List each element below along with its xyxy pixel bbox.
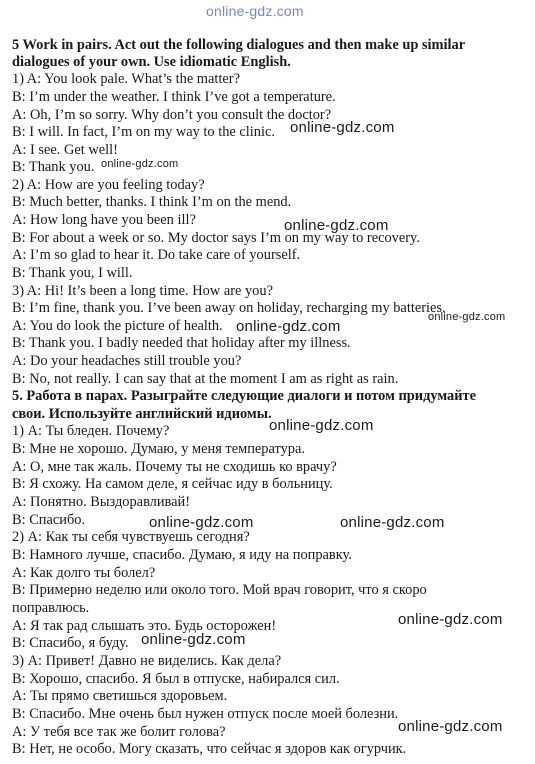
watermark: online-gdz.com	[206, 3, 304, 19]
dialogue-line: А: Как долго ты болел?	[12, 565, 156, 581]
dialogue-line: B: Thank you.	[12, 159, 95, 175]
dialogue-line: В: Спасибо.	[12, 512, 86, 528]
dialogue-line: B: No, not really. I can say that at the moment I am as right as rain.	[12, 371, 399, 387]
dialogue-line: A: I’m so glad to hear it. Do take care of yourself.	[12, 247, 301, 263]
dialogue-line: A: Oh, I’m so sorry. Why don’t you consult the doctor?	[12, 107, 332, 123]
watermark: online-gdz.com	[101, 158, 179, 170]
watermark: online-gdz.com	[290, 119, 395, 136]
dialogue-line: B: I’m under the weather. I think I’ve got a temperature.	[12, 89, 336, 105]
exercise-heading-en: dialogues of your own. Use idiomatic English.	[12, 54, 291, 70]
watermark: online-gdz.com	[149, 514, 254, 531]
dialogue-line: А: Ты прямо светишься здоровьем.	[12, 688, 228, 704]
dialogue-line: А: Понятно. Выздоравливай!	[12, 494, 191, 510]
dialogue-line: В: Нет, не особо. Могу сказать, что сейчас я здоров как огурчик.	[12, 741, 407, 757]
watermark: online-gdz.com	[398, 718, 503, 735]
watermark: online-gdz.com	[340, 514, 445, 531]
exercise-heading-en: 5 Work in pairs. Act out the following dialogues and then make up similar	[12, 37, 466, 53]
dialogue-line: A: I see. Get well!	[12, 142, 118, 158]
dialogue-line: B: I will. In fact, I’m on my way to the clinic.	[12, 124, 275, 140]
dialogue-line: 2) A: How are you feeling today?	[12, 177, 205, 193]
dialogue-line: А: У тебя все так же болит голова?	[12, 724, 226, 740]
dialogue-line: В: Мне не хорошо. Думаю, у меня температура.	[12, 441, 305, 457]
dialogue-line: B: Thank you. I badly needed that holiday after my illness.	[12, 335, 351, 351]
watermark: online-gdz.com	[236, 318, 341, 335]
dialogue-line: 1) A: You look pale. What’s the matter?	[12, 71, 240, 87]
watermark: online-gdz.com	[398, 611, 503, 628]
dialogue-line: 3) A: Hi! It’s been a long time. How are you?	[12, 283, 273, 299]
dialogue-line: B: Much better, thanks. I think I’m on the mend.	[12, 194, 292, 210]
dialogue-line: A: Do your headaches still trouble you?	[12, 353, 242, 369]
dialogue-line: В: Намного лучше, спасибо. Думаю, я иду на поправку.	[12, 547, 352, 563]
dialogue-line: поправлюсь.	[12, 600, 90, 616]
dialogue-line: 2) А: Как ты себя чувствуешь сегодня?	[12, 529, 250, 545]
watermark: online-gdz.com	[428, 311, 506, 323]
dialogue-line: B: I’m fine, thank you. I’ve been away on holiday, recharging my batteries.	[12, 300, 446, 316]
dialogue-line: В: Хорошо, спасибо. Я был в отпуске, набирался сил.	[12, 671, 340, 687]
dialogue-line: 1) А: Ты бледен. Почему?	[12, 423, 170, 439]
dialogue-line: 3) А: Привет! Давно не виделись. Как дела?	[12, 653, 282, 669]
dialogue-line: В: Спасибо, я буду.	[12, 635, 129, 651]
exercise-heading-ru: 5. Работа в парах. Разыграйте следующие диалоги и потом придумайте	[12, 388, 476, 404]
dialogue-line: В: Спасибо. Мне очень был нужен отпуск после моей болезни.	[12, 706, 399, 722]
dialogue-line: А: О, мне так жаль. Почему ты не сходишь ко врачу?	[12, 459, 337, 475]
dialogue-line: A: You do look the picture of health.	[12, 318, 223, 334]
dialogue-line: В: Я схожу. На самом деле, я сейчас иду в больницу.	[12, 476, 333, 492]
exercise-heading-ru: свои. Используйте английский идиомы.	[12, 406, 272, 422]
dialogue-line: A: How long have you been ill?	[12, 212, 196, 228]
watermark: online-gdz.com	[284, 217, 389, 234]
watermark: online-gdz.com	[269, 417, 374, 434]
dialogue-line: А: Я так рад слышать это. Будь осторожен!	[12, 618, 277, 634]
dialogue-line: В: Примерно неделю или около того. Мой врач говорит, что я скоро	[12, 582, 427, 598]
watermark: online-gdz.com	[141, 631, 246, 648]
dialogue-line: B: Thank you, I will.	[12, 265, 133, 281]
dialogue-line: B: For about a week or so. My doctor says I’m on my way to recovery.	[12, 230, 420, 246]
